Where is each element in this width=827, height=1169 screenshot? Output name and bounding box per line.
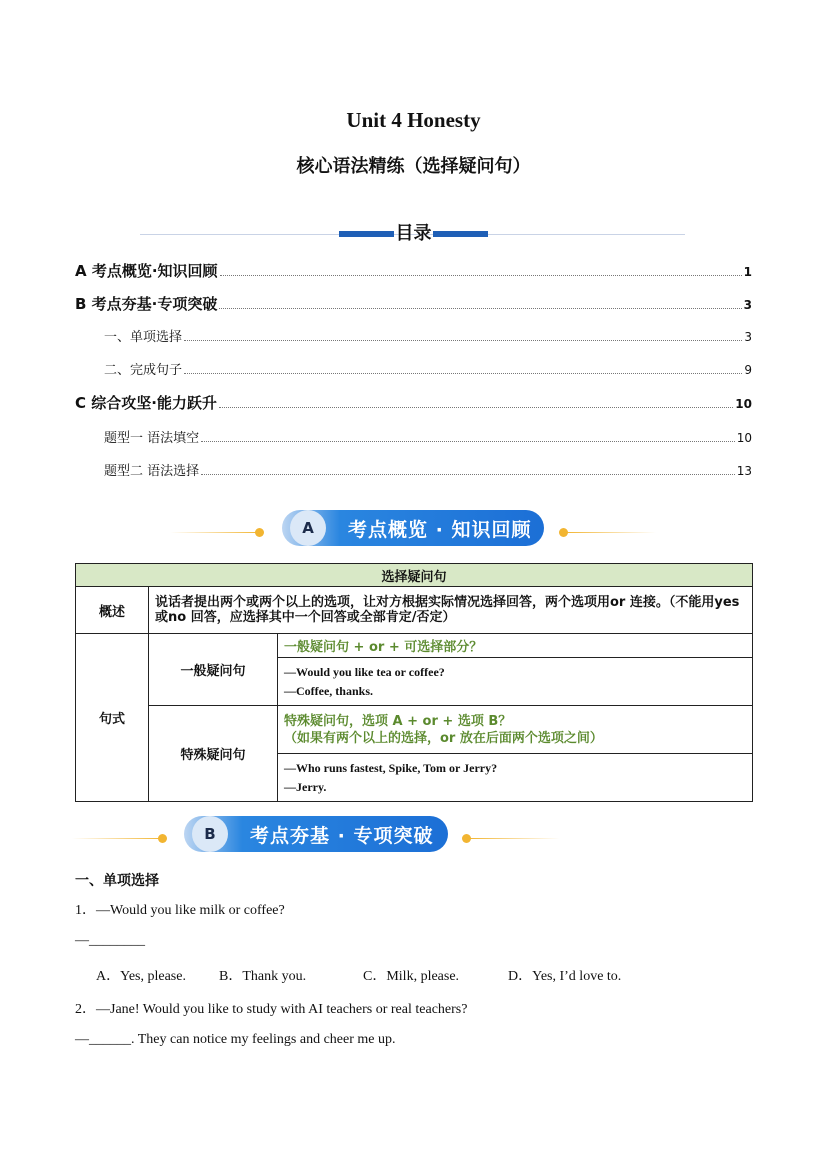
section-heading: 一、单项选择 <box>75 873 159 889</box>
banner-b <box>184 816 448 852</box>
toc-heading: 目录 <box>395 223 432 244</box>
toc-item-label: A 考点概览·知识回顾 <box>75 262 218 280</box>
general-example <box>278 658 753 706</box>
banner-b-text: 考点夯基 · 专项突破 <box>250 824 434 847</box>
special-formula-cell <box>278 706 753 754</box>
general-example-question: —Would you like tea or coffee? <box>284 664 445 679</box>
toc-item[interactable] <box>75 293 752 314</box>
general-question-label: 一般疑问句 <box>149 634 278 706</box>
overview-text: 说话者提出两个或两个以上的选项，让对方根据实际情况选择回答，两个选项用or 连接。（不能用yes 或no 回答，应选择其中一个回答或全部肯定/否定） <box>149 587 753 634</box>
grammar-table <box>75 563 753 802</box>
overview-label: 概述 <box>76 587 149 634</box>
toc-leader <box>201 473 735 475</box>
banner-b-line-left <box>72 838 162 839</box>
pattern-label: 句式 <box>76 634 149 802</box>
toc-leader <box>219 307 741 309</box>
page-subtitle: 核心语法精练（选择疑问句） <box>296 156 531 177</box>
banner-a-line-left <box>170 532 260 533</box>
question-1-option-a[interactable]: A．Yes, please. <box>96 969 186 984</box>
toc-item-page: 10 <box>735 397 752 411</box>
toc-item-label: 一、单项选择 <box>104 330 183 345</box>
toc-item-page: 10 <box>736 431 752 445</box>
toc-leader <box>201 440 735 442</box>
general-formula: 一般疑问句 + or + 可选择部分？ <box>278 634 753 658</box>
toc-item-label: 题型一 语法填空 <box>104 431 200 446</box>
special-example-question: —Who runs fastest, Spike, Tom or Jerry? <box>284 760 498 775</box>
question-1-blank: —________ <box>75 933 145 948</box>
toc-item-label: B 考点夯基·专项突破 <box>75 295 218 313</box>
toc-leader <box>219 406 733 408</box>
question-1-option-b[interactable]: B．Thank you. <box>219 969 307 984</box>
special-example-answer: —Jerry. <box>284 779 327 794</box>
toc-item-page: 3 <box>744 330 752 344</box>
toc-leader <box>220 274 742 276</box>
banner-a-letter: A <box>290 510 326 546</box>
banner-a-dot-left <box>255 528 264 537</box>
toc-item[interactable] <box>104 326 752 345</box>
special-formula: 特殊疑问句，选项 A + or + 选项 B？ <box>284 713 512 729</box>
general-example-answer: —Coffee, thanks. <box>284 683 373 698</box>
toc-item-page: 13 <box>736 464 752 478</box>
special-question-label: 特殊疑问句 <box>149 706 278 802</box>
banner-b-letter: B <box>192 816 228 852</box>
question-1-option-d[interactable]: D．Yes, I’d love to. <box>508 969 622 984</box>
question-2-blank: —______. They can notice my feelings and cheer me up. <box>75 1032 396 1047</box>
toc-item-label: 二、完成句子 <box>104 363 183 378</box>
question-1-option-c[interactable]: C．Milk, please. <box>363 969 460 984</box>
toc-item-label: 题型二 语法选择 <box>104 464 200 479</box>
question-1-text: 1．—Would you like milk or coffee? <box>75 903 285 918</box>
banner-b-dot-left <box>158 834 167 843</box>
banner-a <box>282 510 544 546</box>
toc-item[interactable] <box>104 460 752 479</box>
toc-item[interactable] <box>104 359 752 378</box>
banner-a-line-right <box>566 532 656 533</box>
toc-item-label: C 综合攻坚·能力跃升 <box>75 394 217 412</box>
toc-item[interactable] <box>75 392 752 413</box>
table-header: 选择疑问句 <box>76 564 753 587</box>
banner-a-text: 考点概览 · 知识回顾 <box>348 518 532 541</box>
toc-item-page: 9 <box>744 363 752 377</box>
toc-leader <box>184 339 742 341</box>
question-2-text: 2．—Jane! Would you like to study with AI teachers or real teachers? <box>75 1002 468 1017</box>
page-title: Unit 4 Honesty <box>346 108 481 132</box>
toc-item[interactable] <box>75 260 752 281</box>
banner-b-line-right <box>470 838 560 839</box>
toc-item[interactable] <box>104 427 752 446</box>
toc-leader <box>184 372 742 374</box>
toc-item-page: 3 <box>743 298 752 312</box>
special-example <box>278 754 753 802</box>
special-note: （如果有两个以上的选择，or 放在后面两个选项之间） <box>284 730 603 746</box>
toc-item-page: 1 <box>743 265 752 279</box>
